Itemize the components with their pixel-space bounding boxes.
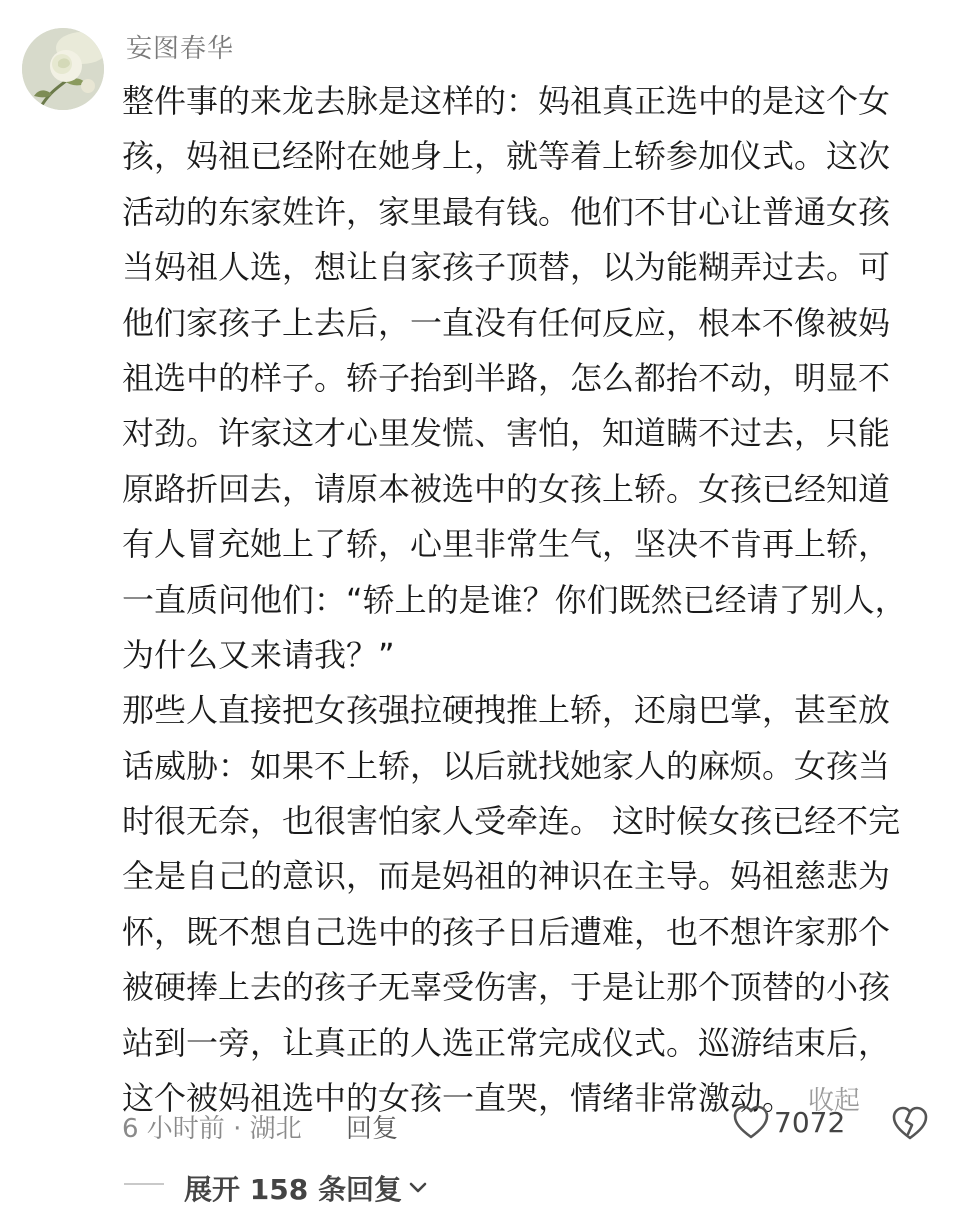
like-button[interactable] [732,1104,845,1140]
avatar[interactable] [22,28,104,110]
comment-line-text: 活动的东家姓许，家里最有钱。他们不甘心让普通女孩 [122,192,891,231]
comment-line [122,849,922,904]
expand-replies-label: 展开 158 条回复 [184,1173,402,1206]
comment-line-text: 话威胁：如果不上轿，以后就找她家人的麻烦。女孩当 [122,746,891,785]
divider [124,1183,164,1185]
comment-line-text: 有人冒充她上了轿，心里非常生气，坚决不肯再上轿， [122,525,891,564]
comment-line [122,739,922,794]
like-count: 7072 [774,1105,846,1139]
comment-line-text: 全是自己的意识，而是妈祖的神识在主导。妈祖慈悲为 [122,857,891,896]
comment-line [122,628,922,683]
comment-line-text: 一直质问他们：“轿上的是谁？你们既然已经请了别人， [122,580,907,619]
comment-line [122,794,922,849]
comment-line [122,296,922,351]
comment-line [122,74,922,129]
comment-line [122,240,922,295]
expand-replies-button[interactable] [184,1168,428,1208]
comment-line-text: 祖选中的样子。轿子抬到半路，怎么都抬不动，明显不 [122,358,891,397]
comment-time-location: 6 小时前 · 湖北 [122,1114,302,1144]
comment-line-text: 为什么又来请我？” [122,635,395,674]
collapse-button[interactable]: 收起 [808,1086,861,1117]
comment-line [122,905,922,960]
comment-line-text: 孩，妈祖已经附在她身上，就等着上轿参加仪式。这次 [122,137,891,176]
chevron-down-icon [408,1181,428,1195]
comment-line [122,185,922,240]
comment-line-text: 他们家孩子上去后，一直没有任何反应，根本不像被妈 [122,303,891,342]
comment-line-text: 时很无奈，也很害怕家人受牵连。 这时候女孩已经不完 [122,802,901,841]
comment-line-text: 整件事的来龙去脉是这样的：妈祖真正选中的是这个女 [122,82,891,120]
reply-button[interactable]: 回复 [346,1114,399,1144]
rose-avatar-image [22,28,104,110]
comment-line [122,960,922,1015]
comment-line [122,406,922,461]
comment-line [122,462,922,517]
comment-line [122,1016,922,1071]
comment-line [122,573,922,628]
comment-line-text: 被硬捧上去的孩子无辜受伤害，于是让那个顶替的小孩 [122,968,891,1007]
comment-line [122,129,922,184]
comment-line-text: 对劲。许家这才心里发慌、害怕，知道瞒不过去，只能 [122,414,891,453]
dislike-button[interactable] [890,1104,930,1146]
comment-line-text: 原路折回去，请原本被选中的女孩上轿。女孩已经知道 [122,469,891,508]
comment-line-text: 这个被妈祖选中的女孩一直哭，情绪非常激动。 [122,1079,795,1118]
broken-heart-icon [890,1104,930,1142]
comment-line-text: 怀，既不想自己选中的孩子日后遭难，也不想许家那个 [122,912,891,951]
comment-line-text: 当妈祖人选，想让自家孩子顶替，以为能糊弄过去。可 [122,248,891,287]
comment-line [122,683,922,738]
heart-outline-icon [732,1104,770,1140]
comment-text [122,74,922,1126]
username[interactable]: 妄图春华 [126,34,235,64]
comment-line [122,517,922,572]
comment-line-text: 那些人直接把女孩强拉硬拽推上轿，还扇巴掌，甚至放 [122,691,891,730]
comment-line-text: 站到一旁，让真正的人选正常完成仪式。巡游结束后， [122,1023,891,1062]
comment-line [122,351,922,406]
